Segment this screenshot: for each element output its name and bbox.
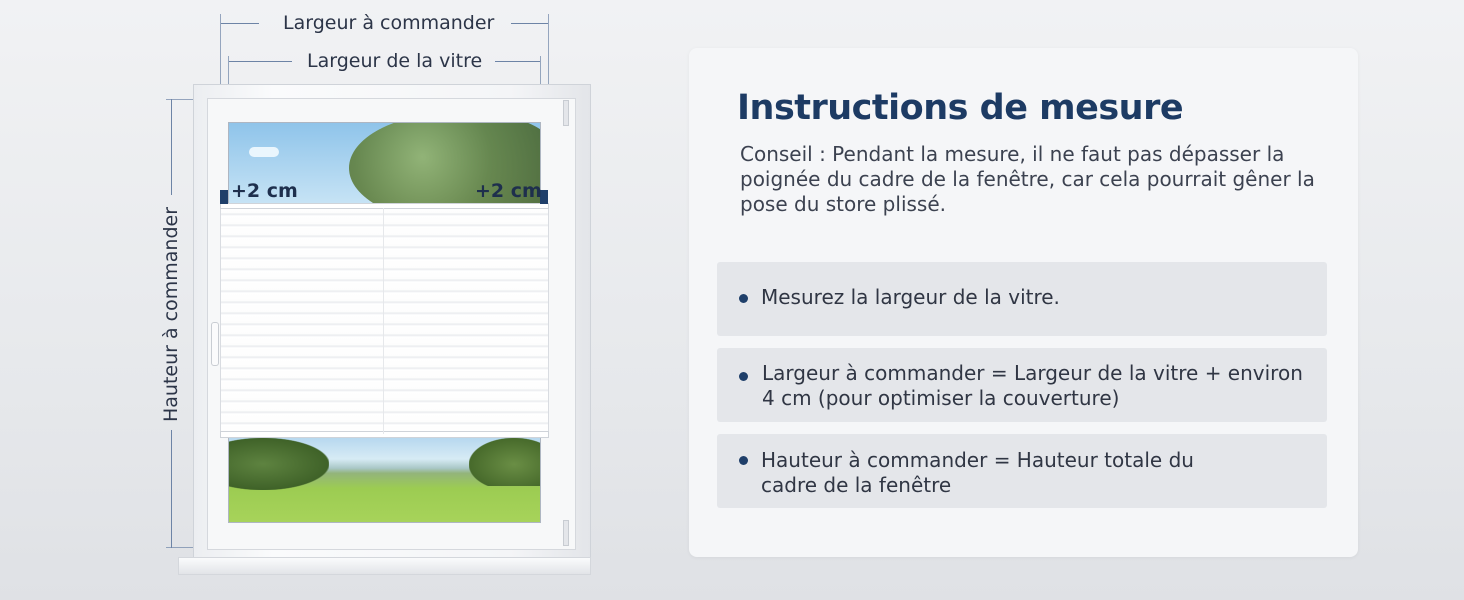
step-item xyxy=(717,434,1327,508)
glass-width-line-right xyxy=(495,61,540,62)
hinge-bottom-icon xyxy=(563,520,569,546)
window-handle-icon xyxy=(211,322,219,366)
order-height-line-bottom xyxy=(171,430,172,548)
measurement-instructions-card xyxy=(689,48,1358,557)
card-title: Instructions de mesure xyxy=(737,88,1184,128)
bullet-icon xyxy=(739,294,748,303)
glass-width-line-left xyxy=(229,61,292,62)
margin-label-left: +2 cm xyxy=(231,180,298,202)
cloud-image xyxy=(249,147,279,157)
blind-top-rail xyxy=(220,203,549,209)
margin-label-right: +2 cm xyxy=(475,180,542,202)
margin-marker-left xyxy=(220,190,228,204)
order-height-label: Hauteur à commander xyxy=(160,206,182,422)
pleated-blind xyxy=(220,204,549,437)
order-height-line-top xyxy=(171,99,172,195)
step-item xyxy=(717,262,1327,336)
blind-bottom-rail xyxy=(220,431,549,438)
step-text-line2: cadre de la fenêtre xyxy=(761,473,952,497)
step-item xyxy=(717,348,1327,422)
step-text-line2: 4 cm (pour optimiser la couverture) xyxy=(762,386,1120,410)
window-sill xyxy=(178,557,591,575)
bullet-icon xyxy=(739,372,748,381)
step-text-line1: Hauteur à commander = Hauteur totale du xyxy=(761,448,1194,472)
trees-right-image xyxy=(469,438,541,486)
order-width-label: Largeur à commander xyxy=(283,12,495,34)
trees-left-image xyxy=(228,438,329,490)
order-width-line-right xyxy=(511,23,548,24)
hinge-top-icon xyxy=(563,100,569,126)
step-text-line1: Largeur à commander = Largeur de la vitre + environ xyxy=(762,361,1303,385)
card-tip: Conseil : Pendant la mesure, il ne faut pas dépasser la poignée du cadre de la fenêtre, car cela pourrait gêner la pose du store plissé. xyxy=(740,142,1315,216)
order-width-line-left xyxy=(221,23,259,24)
window-measurement-illustration xyxy=(0,0,640,600)
blind-cord xyxy=(383,208,384,434)
step-text-line1: Mesurez la largeur de la vitre. xyxy=(761,285,1060,309)
glass-bottom-view xyxy=(228,437,541,523)
bullet-icon xyxy=(739,456,748,465)
glass-width-label: Largeur de la vitre xyxy=(307,50,483,72)
